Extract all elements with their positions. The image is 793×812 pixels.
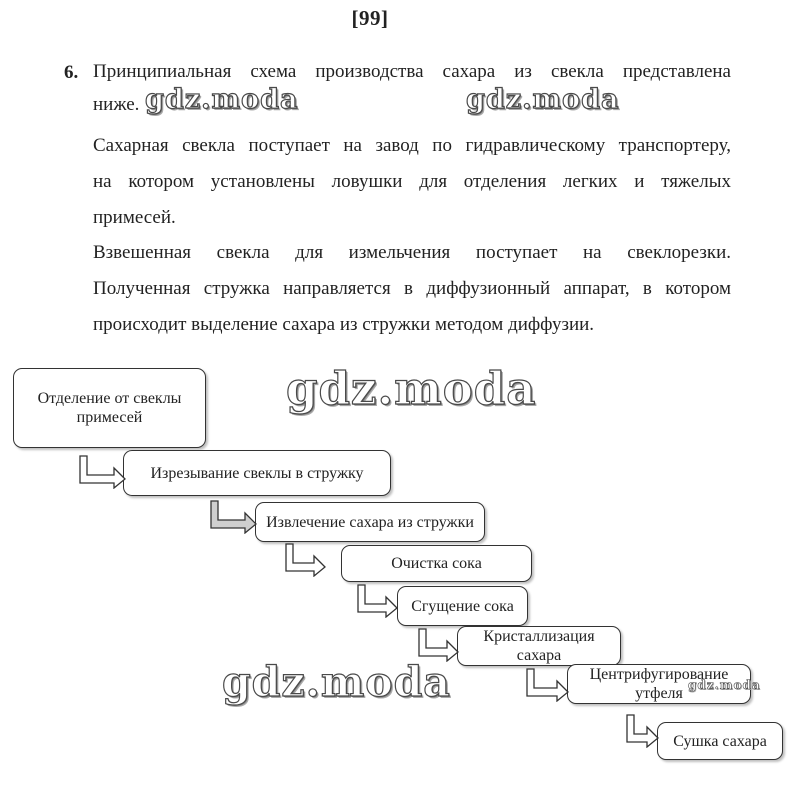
- watermark: gdz.moda: [286, 362, 537, 415]
- paragraph-diffusion: [93, 241, 731, 349]
- text-line: Полученная стружка направляется в диффузионный аппарат, в котором: [93, 278, 731, 299]
- flow-arrow-icon: [417, 628, 461, 662]
- task-number: 6.: [64, 62, 79, 83]
- flow-arrow-icon: [525, 668, 571, 702]
- flow-arrow-icon: [284, 543, 328, 577]
- text-line: Сахарная свекла поступает на завод по гидравлическому транспортеру,: [93, 135, 731, 156]
- text-line: происходит выделение сахара из стружки методом диффузии.: [93, 314, 595, 335]
- flow-step-extraction: Извлечение сахара из стружки: [255, 502, 485, 542]
- flow-arrow-icon: [209, 500, 259, 534]
- flow-arrow-icon: [625, 714, 661, 748]
- watermark: gdz.moda: [466, 84, 620, 115]
- text-line: Взвешенная свекла для измельчения поступает на свеклорезки.: [93, 242, 731, 263]
- flow-arrow-icon: [78, 455, 128, 489]
- watermark: gdz.moda: [145, 84, 299, 115]
- text-line: Принципиальная схема производства сахара из свекла представлена: [93, 61, 731, 82]
- watermark: gdz.moda: [222, 658, 451, 706]
- flow-step-drying: Сушка сахара: [657, 722, 783, 760]
- text-line: на котором установлены ловушки для отделения легких и тяжелых: [93, 171, 731, 192]
- text-line: ниже.: [93, 94, 140, 115]
- flow-step-crystallization: Кристаллизация сахара: [457, 626, 621, 666]
- flow-step-slicing: Изрезывание свеклы в стружку: [123, 450, 391, 496]
- watermark: gdz.moda: [688, 678, 761, 692]
- text-line: примесей.: [93, 207, 176, 228]
- flow-step-centrifugation: Центрифугирование утфеля: [567, 664, 751, 704]
- flow-step-thickening: Сгущение сока: [397, 586, 528, 626]
- paragraph-transport: [93, 134, 731, 242]
- flow-step-separation: Отделение от свеклы примесей: [13, 368, 206, 448]
- flow-step-juice-purification: Очистка сока: [341, 545, 532, 582]
- page-number: [99]: [351, 6, 389, 30]
- flow-arrow-icon: [356, 584, 400, 618]
